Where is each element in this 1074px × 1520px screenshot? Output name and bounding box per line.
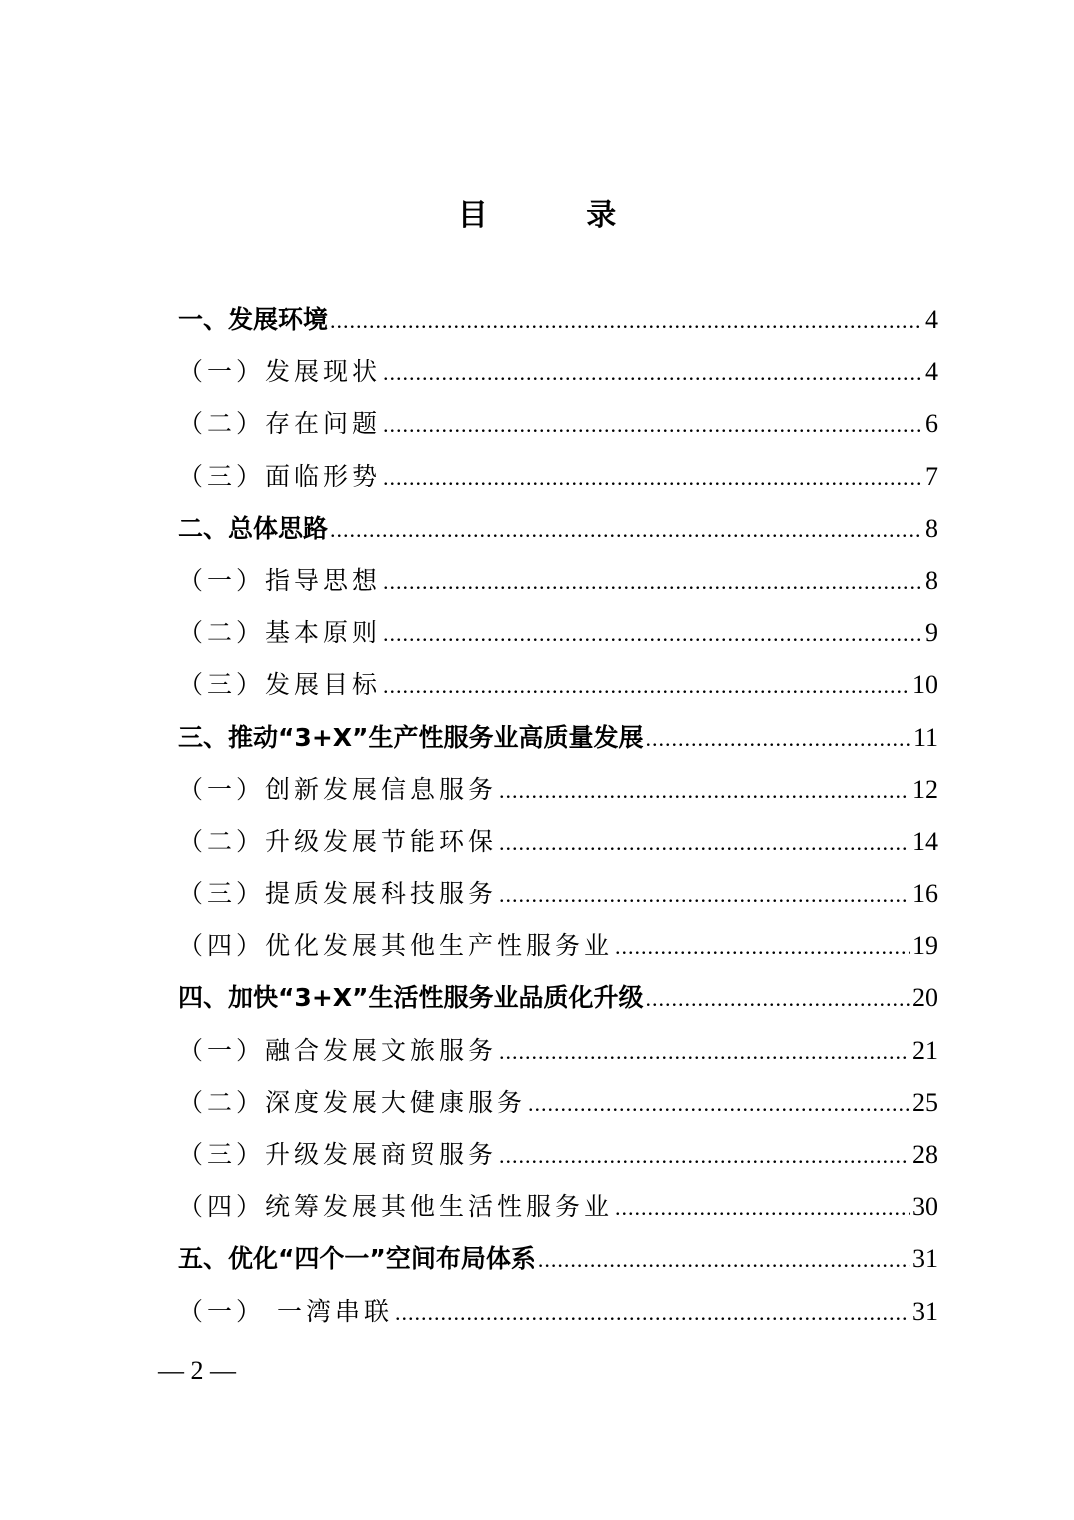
toc-dot-leader	[383, 673, 910, 699]
toc-entry-page: 31	[912, 1296, 938, 1326]
toc-entry-label: （一）融合发展文旅服务	[178, 1035, 498, 1065]
toc-entry-page: 4	[925, 357, 938, 387]
toc-entry[interactable]	[178, 665, 938, 717]
toc-entry-page: 19	[912, 931, 938, 961]
toc-entry-page: 28	[912, 1140, 938, 1169]
toc-entry-label: （一）指导思想	[178, 565, 382, 595]
page-number: — 2 —	[158, 1356, 236, 1385]
toc-dot-leader	[383, 360, 923, 386]
toc-entry-page: 21	[912, 1035, 938, 1065]
toc-entry-label: （二）基本原则	[178, 618, 382, 648]
toc-entry-label: （四）统筹发展其他生活性服务业	[178, 1192, 614, 1222]
toc-dot-leader	[528, 1091, 910, 1117]
toc-entry-page: 30	[912, 1192, 938, 1222]
toc-entry-page: 31	[912, 1244, 938, 1274]
toc-entry-page: 16	[912, 879, 938, 909]
toc-entry[interactable]	[178, 874, 938, 926]
toc-dot-leader	[615, 934, 910, 960]
toc-entry[interactable]	[178, 1239, 938, 1291]
toc-dot-leader	[330, 517, 923, 543]
toc-entry[interactable]	[178, 1083, 938, 1135]
toc-entry-page: 10	[912, 670, 938, 700]
toc-entry[interactable]	[178, 822, 938, 874]
toc-entry-label: （一） 一湾串联	[178, 1296, 393, 1326]
toc-entry-label: （二）升级发展节能环保	[178, 826, 498, 856]
toc-entry-page: 6	[925, 409, 938, 439]
toc-dot-leader	[645, 726, 910, 752]
toc-dot-leader	[499, 778, 910, 804]
toc-dot-leader	[499, 830, 910, 856]
toc-entry-page: 12	[912, 774, 938, 804]
toc-entry-label: （三）升级发展商贸服务	[178, 1140, 498, 1169]
toc-dot-leader	[383, 621, 923, 647]
toc-entry-label: （一）发展现状	[178, 357, 382, 387]
page-title: 目 录	[457, 198, 661, 233]
toc-entry[interactable]	[178, 1292, 938, 1344]
toc-dot-leader	[499, 882, 910, 908]
toc-entry-page: 8	[925, 513, 938, 543]
toc-entry-page: 14	[912, 826, 938, 856]
toc-dot-leader	[499, 1039, 910, 1065]
toc-entry[interactable]	[178, 613, 938, 665]
toc-entry[interactable]	[178, 352, 938, 404]
toc-dot-leader	[615, 1195, 910, 1221]
toc-entry-page: 25	[912, 1087, 938, 1117]
toc-entry-page: 11	[912, 722, 938, 752]
toc-dot-leader	[645, 986, 910, 1012]
toc-entry-label: （二）存在问题	[178, 409, 382, 439]
toc-entry-label: 三、推动“3+X”生产性服务业高质量发展	[178, 722, 644, 752]
toc-entry-label: （三）发展目标	[178, 670, 382, 700]
toc-entry-page: 7	[925, 461, 938, 491]
toc-entry-label: （一）创新发展信息服务	[178, 774, 498, 804]
toc-entry-label: 一、发展环境	[178, 305, 329, 334]
toc-entry-page: 9	[925, 618, 938, 648]
toc-entry[interactable]	[178, 561, 938, 613]
toc-entry-label: （三）提质发展科技服务	[178, 879, 498, 909]
toc-entry[interactable]	[178, 404, 938, 456]
toc-entry[interactable]	[178, 300, 938, 352]
toc-entry-label: 四、加快“3+X”生活性服务业品质化升级	[178, 983, 644, 1013]
toc-dot-leader	[383, 569, 923, 595]
toc-entry[interactable]	[178, 457, 938, 509]
toc-entry[interactable]	[178, 718, 938, 770]
toc-dot-leader	[330, 308, 923, 334]
toc-dot-leader	[383, 465, 923, 491]
toc-entry-page: 8	[925, 565, 938, 595]
toc-dot-leader	[383, 412, 923, 438]
toc-entry-label: （二）深度发展大健康服务	[178, 1087, 527, 1117]
toc-entry[interactable]	[178, 509, 938, 561]
toc-dot-leader	[538, 1247, 910, 1273]
toc-entry[interactable]	[178, 770, 938, 822]
toc-entry-page: 20	[912, 983, 938, 1013]
toc-dot-leader	[499, 1143, 910, 1169]
toc-entry[interactable]	[178, 926, 938, 978]
toc-entry-label: 二、总体思路	[178, 513, 329, 543]
toc-entry[interactable]	[178, 1187, 938, 1239]
table-of-contents	[178, 300, 938, 1344]
toc-dot-leader	[395, 1300, 910, 1326]
toc-entry-label: （三）面临形势	[178, 461, 382, 491]
toc-entry-page: 4	[925, 305, 938, 334]
toc-entry-label: 五、优化“四个一”空间布局体系	[178, 1244, 536, 1274]
toc-entry[interactable]	[178, 1031, 938, 1083]
toc-entry[interactable]	[178, 1135, 938, 1187]
toc-entry-label: （四）优化发展其他生产性服务业	[178, 931, 614, 961]
toc-entry[interactable]	[178, 978, 938, 1030]
